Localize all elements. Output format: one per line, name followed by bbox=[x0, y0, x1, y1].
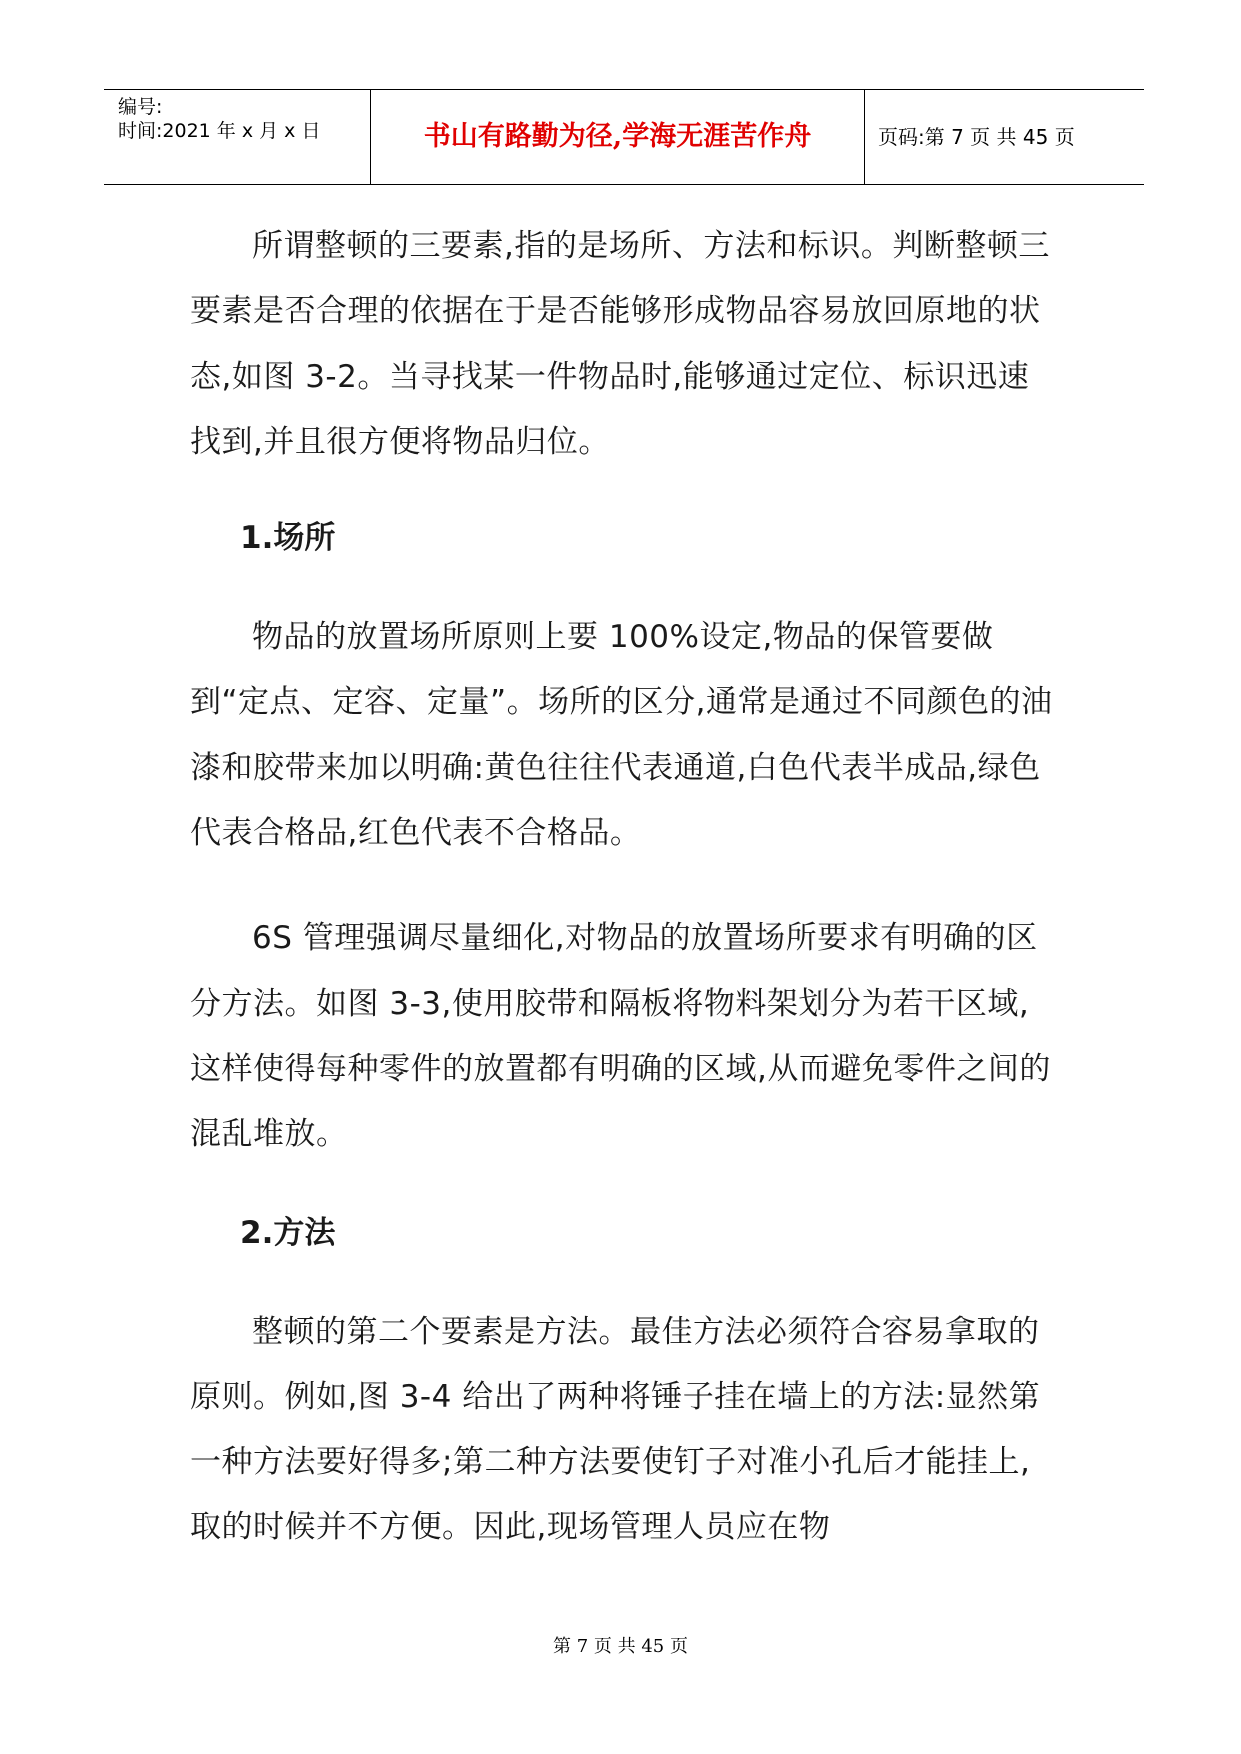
header-page-cell bbox=[865, 90, 1144, 184]
document-body bbox=[190, 214, 1060, 1561]
page-footer-text: 第 7 页 共 45 页 bbox=[553, 1636, 688, 1657]
time-label: 时间:2021 年 x 月 x 日 bbox=[118, 120, 321, 142]
paragraph-intro: 所谓整顿的三要素,指的是场所、方法和标识。判断整顿三要素是否合理的依据在于是否能够形成物品容易放回原地的状态,如图 3-2。当寻找某一件物品时,能够通过定位、标识迅速找到,并且很方便将物品归位。 bbox=[190, 228, 1050, 460]
header-motto: 书山有路勤为径,学海无涯苦作舟 bbox=[423, 121, 812, 152]
page-footer bbox=[0, 1635, 1241, 1659]
document-header bbox=[104, 89, 1144, 185]
section-heading-location: 1.场所 bbox=[240, 520, 336, 557]
header-info-cell bbox=[104, 90, 370, 184]
paragraph-method: 整顿的第二个要素是方法。最佳方法必须符合容易拿取的原则。例如,图 3-4 给出了两种将锤子挂在墙上的方法:显然第一种方法要好得多;第二种方法要使钉子对准小孔后才能挂上,取的时候并不方便。因此,现场管理人员应在物 bbox=[190, 1313, 1041, 1546]
serial-number-label: 编号: bbox=[118, 96, 163, 118]
paragraph-location-principle: 物品的放置场所原则上要 100%设定,物品的保管要做到“定点、定容、定量”。场所的区分,通常是通过不同颜色的油漆和胶带来加以明确:黄色往往代表通道,白色代表半成品,绿色代表合格品,红色代表不合格品。 bbox=[190, 619, 1053, 852]
section-heading-method: 2.方法 bbox=[240, 1214, 336, 1251]
header-motto-cell bbox=[370, 90, 865, 184]
header-page-code: 页码:第 7 页 共 45 页 bbox=[878, 125, 1075, 149]
paragraph-6s-management: 6S 管理强调尽量细化,对物品的放置场所要求有明确的区分方法。如图 3-3,使用胶带和隔板将物料架划分为若干区域,这样使得每种零件的放置都有明确的区域,从而避免零件之间的混乱堆放。 bbox=[190, 920, 1051, 1153]
